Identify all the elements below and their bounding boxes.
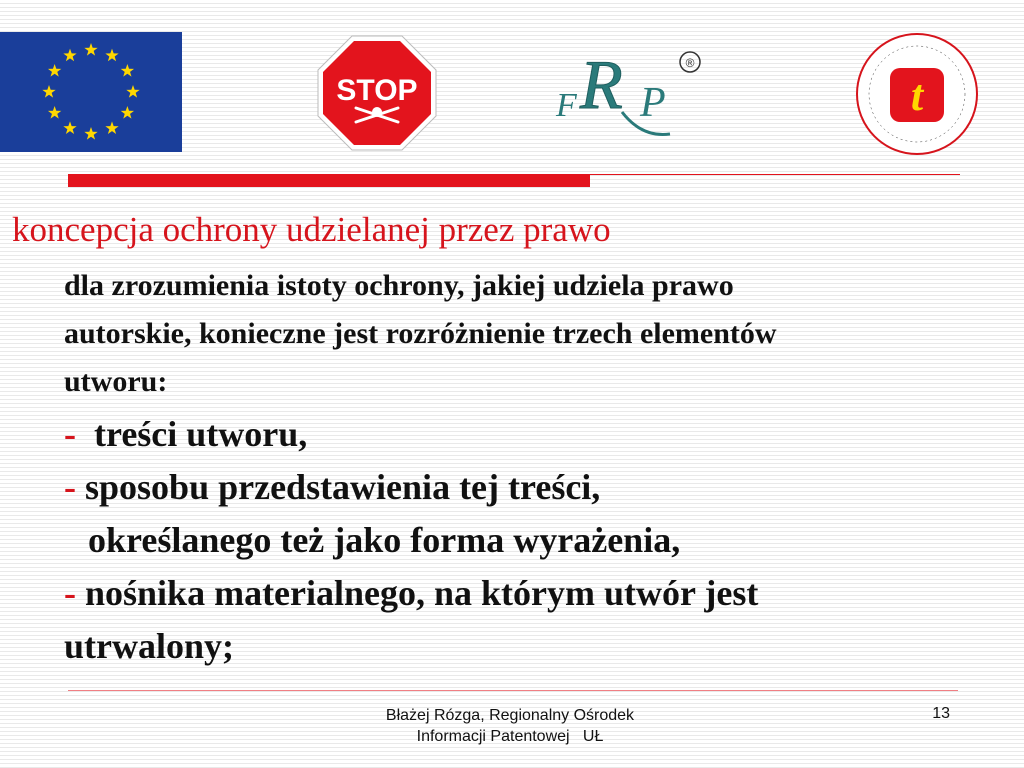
list-dash: -	[64, 467, 76, 507]
list-item	[64, 408, 1014, 461]
stop-sign-text: STOP	[336, 74, 418, 107]
svg-text:®: ®	[685, 56, 695, 70]
svg-text:P: P	[640, 80, 666, 126]
paragraph-line: utworu:	[64, 365, 168, 398]
eu-star-icon	[121, 64, 134, 77]
eu-star-icon	[84, 127, 97, 140]
svg-text:t: t	[910, 71, 924, 120]
frp-logo	[552, 42, 712, 148]
footer-line: Informacji Patentowej UŁ	[416, 728, 604, 745]
eu-star-icon	[84, 43, 97, 56]
eu-flag-logo	[0, 32, 182, 152]
university-seal-logo	[852, 32, 982, 157]
list-item-text: sposobu przedstawienia tej treści,	[76, 467, 601, 507]
eu-star-icon	[105, 121, 118, 134]
list-item-text: utrwalony;	[64, 626, 234, 666]
stop-sign-logo	[316, 34, 438, 152]
paragraph-line: autorskie, konieczne jest rozróżnienie trzech elementów	[64, 317, 777, 350]
list-item	[64, 461, 1014, 514]
eu-star-icon	[63, 121, 76, 134]
header-thin-line	[590, 174, 960, 175]
list-item-continuation	[64, 620, 1014, 673]
paragraph-line: dla zrozumienia istoty ochrony, jakiej udziela prawo	[64, 269, 734, 302]
list-item	[64, 567, 1014, 620]
eu-star-icon	[48, 106, 61, 119]
eu-star-icon	[48, 64, 61, 77]
eu-star-icon	[42, 85, 55, 98]
intro-paragraph	[64, 262, 1014, 406]
eu-star-icon	[63, 49, 76, 62]
eu-star-icon	[105, 49, 118, 62]
list-item-text: treści utworu,	[76, 414, 308, 454]
footer-line: Błażej Rózga, Regionalny Ośrodek	[385, 707, 635, 724]
eu-star-icon	[121, 106, 134, 119]
list-dash: -	[64, 573, 76, 613]
element-list	[64, 408, 1014, 673]
svg-text:R: R	[580, 47, 623, 124]
list-item-continuation	[64, 514, 1014, 567]
footer-author	[330, 705, 690, 747]
list-dash: -	[64, 414, 76, 454]
svg-text:F: F	[556, 87, 577, 124]
skull-icon	[372, 107, 382, 117]
header-red-bar	[68, 174, 590, 187]
page-number: 13	[932, 705, 950, 722]
list-item-text: nośnika materialnego, na którym utwór jest	[76, 573, 759, 613]
footer-divider	[68, 690, 958, 691]
slide-heading: koncepcja ochrony udzielanej przez prawo	[12, 210, 611, 249]
list-item-text: określanego też jako forma wyrażenia,	[88, 520, 681, 560]
eu-star-icon	[126, 85, 139, 98]
